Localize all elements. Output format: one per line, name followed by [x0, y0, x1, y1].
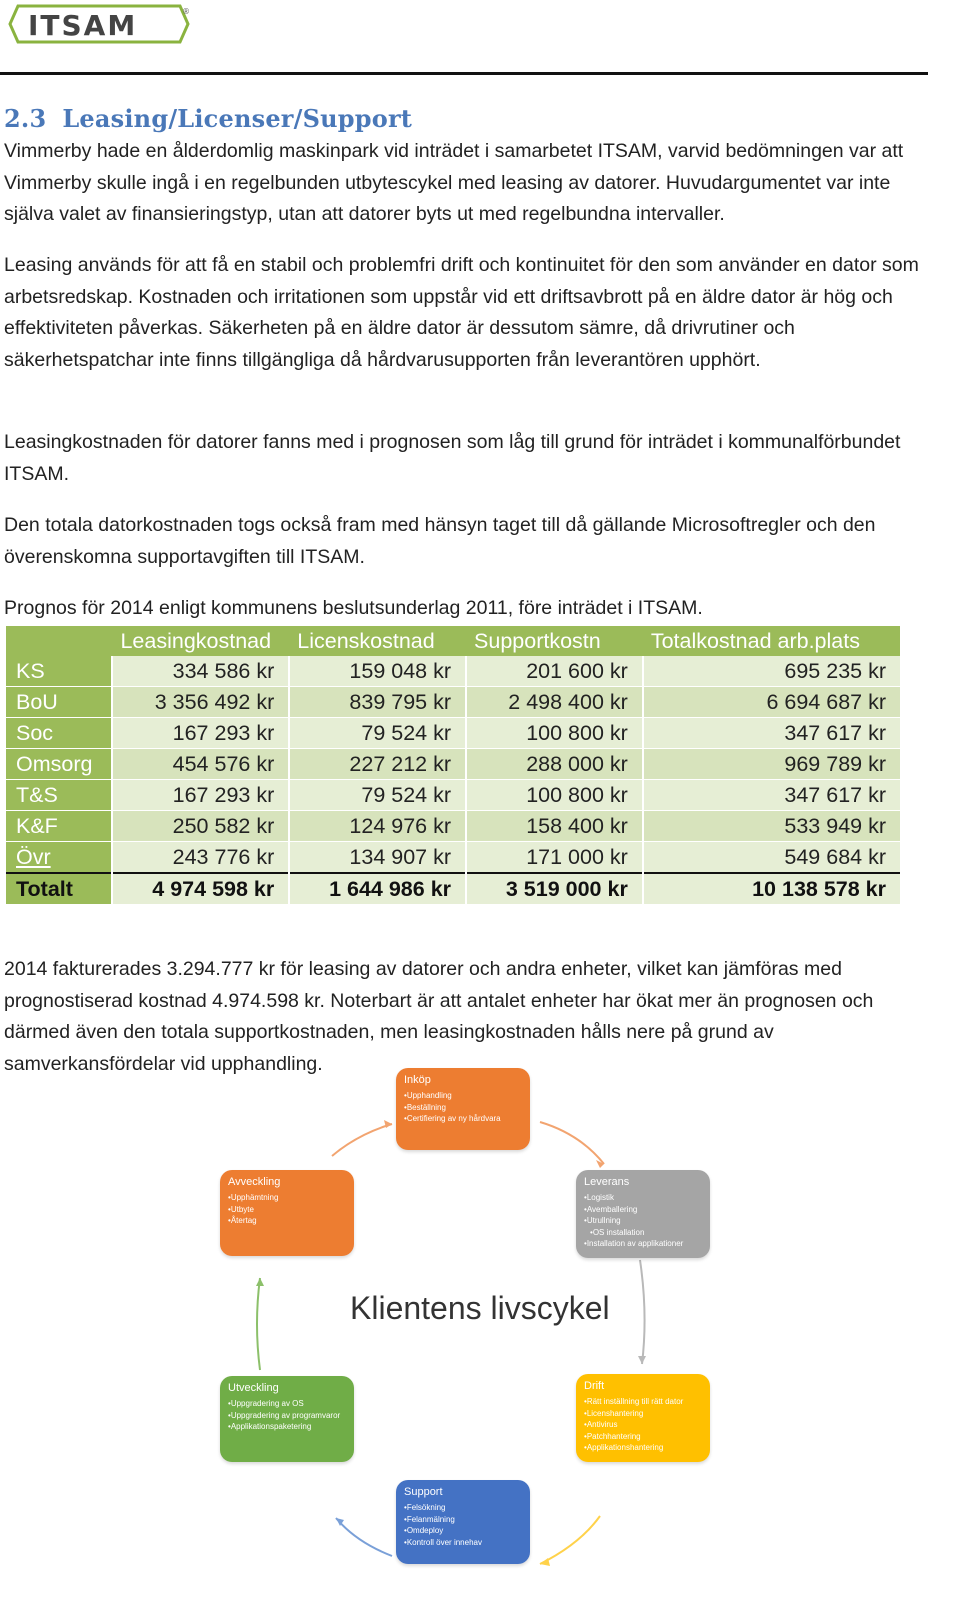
- table-row: [6, 718, 900, 749]
- table-cell: 549 684 kr: [643, 842, 900, 874]
- table-header-cell: Totalkostnad arb.plats: [643, 626, 900, 656]
- lifecycle-box-inkop: [396, 1068, 530, 1150]
- table-cell: 288 000 kr: [466, 749, 643, 780]
- section-heading: [4, 104, 412, 133]
- box-title: Leverans: [584, 1176, 630, 1188]
- table-cell: 454 576 kr: [112, 749, 289, 780]
- paragraph-invoiced-2014: 2014 fakturerades 3.294.777 kr för leasing av datorer och andra enheter, vilket kan jämföras med prognostiserad kostnad 4.974.598 kr. Noterbart är att antalet enheter har ökat mer än prognosen och därmed även den totala supportkostnaden, men leasingkostnaden hålls nere på grund av samverkansfördelar vid upphandling.: [4, 958, 874, 1075]
- table-row: [6, 842, 900, 874]
- arrow-support-to-utveckling: [336, 1518, 392, 1556]
- table-cell: 124 976 kr: [289, 811, 466, 842]
- table-header-cell: Leasingkostnad: [112, 626, 289, 656]
- table-cell: 227 212 kr: [289, 749, 466, 780]
- section-number: 2.3: [4, 104, 47, 133]
- row-label: KS: [6, 656, 112, 687]
- table-cell: 100 800 kr: [466, 780, 643, 811]
- box-items: [228, 1398, 346, 1433]
- row-label: Övr: [6, 842, 112, 874]
- box-item: • Återtag: [228, 1215, 346, 1227]
- cost-forecast-table: [6, 626, 900, 905]
- box-item: • OS installation: [584, 1227, 702, 1239]
- box-item: • Applikationspaketering: [228, 1421, 346, 1433]
- table-cell: 134 907 kr: [289, 842, 466, 874]
- total-label: Totalt: [6, 873, 112, 905]
- box-item: • Patchhantering: [584, 1431, 702, 1443]
- total-cell: 1 644 986 kr: [289, 873, 466, 905]
- box-items: [228, 1192, 346, 1227]
- box-item: • Kontroll över innehav: [404, 1537, 522, 1549]
- box-title: Utveckling: [228, 1382, 279, 1394]
- lifecycle-box-leverans: [576, 1170, 710, 1258]
- box-item: • Utbyte: [228, 1204, 346, 1216]
- box-item: • Upphämtning: [228, 1192, 346, 1204]
- arrow-inkop-to-leverans: [540, 1122, 604, 1164]
- paragraph-intro: Vimmerby hade en ålderdomlig maskinpark vid inträdet i samarbetet ITSAM, varvid bedömningen var att Vimmerby skulle ingå i en regelbunden utbytescykel med leasing av datorer. Huvudargumentet var inte själva valet av finansieringstyp, utan att datorer byts ut med regelbundna intervaller.: [4, 140, 904, 225]
- box-title: Inköp: [404, 1074, 431, 1086]
- arrow-avveckling-to-inkop: [332, 1124, 392, 1156]
- box-items: [584, 1396, 702, 1454]
- table-cell: 3 356 492 kr: [112, 687, 289, 718]
- table-cell: 100 800 kr: [466, 718, 643, 749]
- table-cell: 334 586 kr: [112, 656, 289, 687]
- table-total-row: [6, 873, 900, 905]
- row-label: Omsorg: [6, 749, 112, 780]
- box-item: • Logistik: [584, 1192, 702, 1204]
- box-item: • Felanmälning: [404, 1514, 522, 1526]
- itsam-logo-graphic: [8, 4, 198, 44]
- box-item: • Avemballering: [584, 1204, 702, 1216]
- paragraph-total-cost: Den totala datorkostnaden togs också fram med hänsyn taget till då gällande Microsoftregler och den överenskomna supportavgiften till ITSAM.: [4, 514, 876, 568]
- table-cell: 79 524 kr: [289, 718, 466, 749]
- lifecycle-box-utveckling: [220, 1376, 354, 1462]
- box-item: • Installation av applikationer: [584, 1238, 702, 1250]
- total-cell: 3 519 000 kr: [466, 873, 643, 905]
- box-item: • Beställning: [404, 1102, 522, 1114]
- header-divider: [0, 72, 928, 75]
- paragraph-table-caption: Prognos för 2014 enligt kommunens beslutsunderlag 2011, före inträdet i ITSAM.: [4, 597, 703, 619]
- total-cell: 10 138 578 kr: [643, 873, 900, 905]
- table-cell: 695 235 kr: [643, 656, 900, 687]
- box-item: • Rätt inställning till rätt dator: [584, 1396, 702, 1408]
- table-cell: 167 293 kr: [112, 780, 289, 811]
- table-header-cell: Licenskostnad: [289, 626, 466, 656]
- box-item: • Certifiering av ny hårdvara: [404, 1113, 522, 1125]
- table-cell: 158 400 kr: [466, 811, 643, 842]
- table-cell: 243 776 kr: [112, 842, 289, 874]
- table-cell: 79 524 kr: [289, 780, 466, 811]
- row-label: K&F: [6, 811, 112, 842]
- table-header-cell: [6, 626, 112, 656]
- logo-registered-mark: ®: [182, 7, 190, 16]
- logo-text: ITSAM: [28, 9, 138, 42]
- arrow-utveckling-to-avveckling: [257, 1278, 260, 1370]
- row-label: Soc: [6, 718, 112, 749]
- total-cell: 4 974 598 kr: [112, 873, 289, 905]
- row-label: T&S: [6, 780, 112, 811]
- box-item: • Applikationshantering: [584, 1442, 702, 1454]
- table-row: [6, 656, 900, 687]
- box-item: • Uppgradering av programvaror: [228, 1410, 346, 1422]
- table-cell: 171 000 kr: [466, 842, 643, 874]
- table-row: [6, 687, 900, 718]
- lifecycle-box-support: [396, 1480, 530, 1564]
- box-item: • Antivirus: [584, 1419, 702, 1431]
- box-items: [584, 1192, 702, 1250]
- paragraph-leasing-reasons: Leasing används för att få en stabil och problemfri drift och kontinuitet för den som använder en dator som arbetsredskap. Kostnaden och irritationen som uppstår vid ett driftsavbrott på en äldre dator är hög och effektiviteten påverkas. Säkerheten på en äldre dator är dessutom sämre, då drivrutiner och säkerhetspatchar inte finns tillgängliga då hårdvarusupporten från leverantören upphört.: [4, 254, 919, 371]
- table-cell: 839 795 kr: [289, 687, 466, 718]
- table-header-row: [6, 626, 900, 656]
- table-cell: 201 600 kr: [466, 656, 643, 687]
- box-items: [404, 1502, 522, 1548]
- client-lifecycle-diagram: [0, 1064, 960, 1622]
- box-item: • Felsökning: [404, 1502, 522, 1514]
- box-items: [404, 1090, 522, 1125]
- box-title: Drift: [584, 1380, 605, 1392]
- section-title-text: Leasing/Licenser/Support: [62, 104, 413, 133]
- itsam-logo: [8, 4, 198, 44]
- paragraph-leasing-forecast: Leasingkostnaden för datorer fanns med i prognosen som låg till grund för inträdet i kommunalförbundet ITSAM.: [4, 431, 901, 485]
- table-cell: 6 694 687 kr: [643, 687, 900, 718]
- box-item: • Upphandling: [404, 1090, 522, 1102]
- arrow-leverans-to-drift: [640, 1260, 645, 1364]
- table-cell: 250 582 kr: [112, 811, 289, 842]
- lifecycle-box-avveckling: [220, 1170, 354, 1256]
- table-cell: 167 293 kr: [112, 718, 289, 749]
- box-item: • Omdeploy: [404, 1525, 522, 1537]
- table-row: [6, 811, 900, 842]
- box-title: Support: [404, 1486, 443, 1498]
- table-cell: 533 949 kr: [643, 811, 900, 842]
- table-cell: 2 498 400 kr: [466, 687, 643, 718]
- row-label: BoU: [6, 687, 112, 718]
- lifecycle-title: Klientens livscykel: [350, 1290, 610, 1326]
- table-cell: 969 789 kr: [643, 749, 900, 780]
- table-cell: 159 048 kr: [289, 656, 466, 687]
- lifecycle-box-drift: [576, 1374, 710, 1462]
- box-item: • Utrullning: [584, 1215, 702, 1227]
- arrow-drift-to-support: [540, 1516, 600, 1564]
- table-cell: 347 617 kr: [643, 718, 900, 749]
- box-item: • Licenshantering: [584, 1408, 702, 1420]
- table-header-cell: Supportkostn: [466, 626, 643, 656]
- box-item: • Uppgradering av OS: [228, 1398, 346, 1410]
- table-row: [6, 749, 900, 780]
- box-title: Avveckling: [228, 1176, 281, 1188]
- table-cell: 347 617 kr: [643, 780, 900, 811]
- table-row: [6, 780, 900, 811]
